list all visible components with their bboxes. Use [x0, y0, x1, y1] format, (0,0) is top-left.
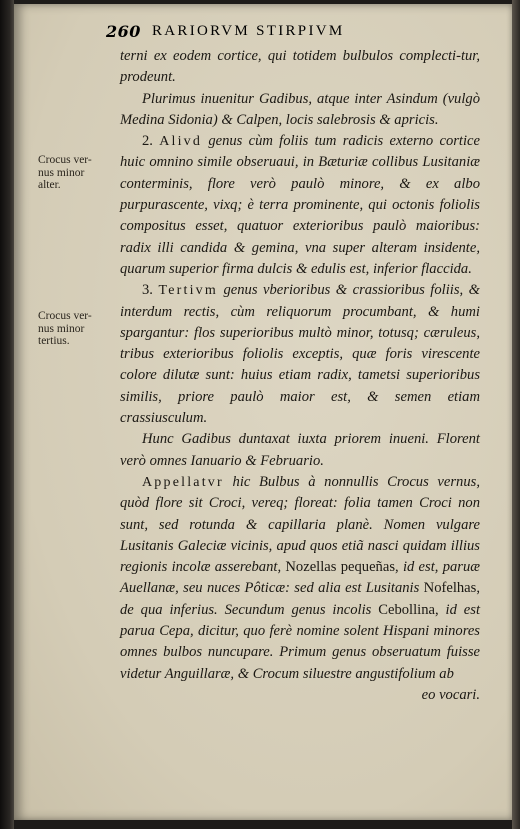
paragraph-naming: Appellatvr hic Bulbus à nonnullis Crocus vernus, quòd flore sit Croci, vereq; floreat: folia tamen Croci non sunt, sed rotunda & capillaria planè. Nomen vulgare Lusitanis Galeciæ vicinis, apud quos etiã nasci quidam illius regionis incolæ asserebant, Nozellas pequeñas, id est, paruæ Auellanæ, seu nuces Pôticæ: sed alia est Lusitanis Nofelhas, de qua inferius. Secundum genus incolis Cebollina, id est parua Cepa, dicitur, quo ferè nomine solent Hispani minores omnes bulbos nuncupare. Primum genus obseruatum fuisse videtur Anguillaræ, & Crocum siluestre angustifolium ab: [120, 473, 481, 682]
lead-word: Appellatvr: [142, 474, 224, 490]
margin-note-crocus-tertius: Crocus ver- nus minor tertius.: [38, 310, 92, 347]
page-header: [106, 22, 486, 44]
paragraph-second-kind: 2. Alivd genus cùm foliis tum radicis externo cortice huic omnino simile obseruaui, in Bæturiæ collibus Lusitaniæ conterminis, flore verò paulò minore, & ex albo purpurascente, vixq; è terra prominente, qui octonis foliolis compositus esset, quatuor exterioribus paulò maioribus: radix illi candida & gemina, vna super alteram insidente, quarum superior firma dulcis & edulis est, inferior flaccida.: [120, 133, 480, 277]
section-number: 3.: [142, 282, 153, 299]
paragraph-flowering: Hunc Gadibus duntaxat iuxta priorem inueni. Florent verò omnes Ianuario & Februario.: [120, 431, 480, 469]
section-number: 2.: [142, 133, 153, 150]
paragraph-third-kind: 3. Tertivm genus vberioribus & crassioribus foliis, & interdum rectis, cùm reliquorum procumbant, & humi spargantur: flos superioribus multò minor, totusq; cæruleus, tribus exterioribus foliolis exceptis, quæ foris virescente colore dilutæ sunt: huius etiam radix, tametsi superioribus similis, priore paulò maior est, & semen etiam crassiusculum.: [120, 282, 480, 427]
body-text: [120, 46, 480, 706]
paragraph-end: eo vocari.: [421, 686, 480, 703]
paragraph-habitat: Plurimus inuenitur Gadibus, atque inter Asindum (vulgò Medina Sidonia) & Calpen, locis salebrosis & apricis.: [120, 90, 480, 128]
book-spine-shadow: [0, 0, 14, 829]
running-title: RARIORVM STIRPIVM: [152, 23, 345, 39]
lead-word: Tertivm: [158, 283, 218, 299]
lead-word: Alivd: [159, 134, 203, 150]
page-number: 260: [106, 22, 141, 41]
page-edge: [512, 0, 520, 829]
margin-note-crocus-alter: Crocus ver- nus minor alter.: [38, 154, 92, 191]
paragraph-continuation: terni ex eodem cortice, qui totidem bulbulos complecti-tur, prodeunt.: [120, 48, 480, 86]
